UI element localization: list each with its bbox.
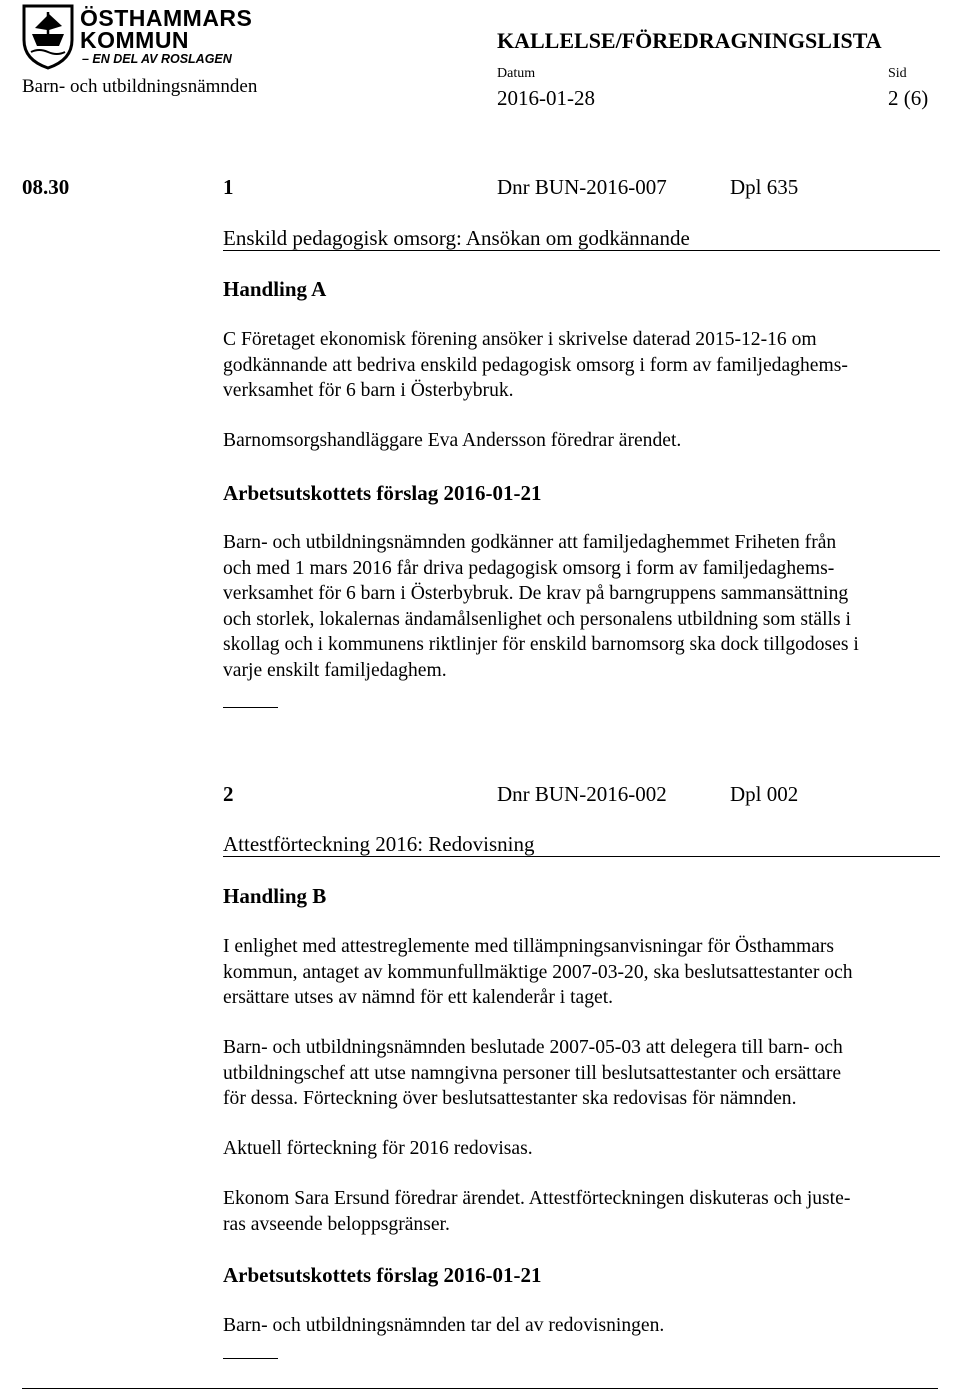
paragraph-line: kommun, antaget av kommunfullmäktige 2007-03-20, ska beslutsattestanter och <box>223 961 853 983</box>
item-number: 2 <box>223 782 234 806</box>
paragraph-line: Barn- och utbildningsnämnden godkänner att familjedaghemmet Friheten från <box>223 532 837 553</box>
paragraph-line: skollag och i kommunens riktlinjer för enskild barnomsorg ska dock tillgodoses i <box>223 634 859 655</box>
item-dpl: Dpl 002 <box>730 782 799 806</box>
proposal-heading: Arbetsutskottets förslag 2016-01-21 <box>223 481 542 505</box>
logo-wordmark-line2: KOMMUN <box>80 27 190 53</box>
paragraph-line: verksamhet för 6 barn i Österbybruk. De krav på barngruppens sammansättning <box>223 583 849 604</box>
paragraph-line: utbildningschef att utse namngivna personer till beslutsattestanter och ersättare <box>223 1062 842 1084</box>
proposal-text <box>223 1313 943 1339</box>
organization-name: Barn- och utbildningsnämnden <box>22 76 258 97</box>
item-paragraph <box>223 1035 943 1112</box>
section-end-divider <box>223 1358 278 1359</box>
item-dnr: Dnr BUN-2016-002 <box>497 782 667 806</box>
paragraph-line: C Företaget ekonomisk förening ansöker i skrivelse daterad 2015-12-16 om <box>223 329 817 350</box>
logo-wordmark: ÖSTHAMMARS <box>80 5 253 31</box>
paragraph-line: för dessa. Förteckning över beslutsattestanter ska redovisas för nämnden. <box>223 1088 797 1109</box>
paragraph-line: varje enskilt familjedaghem. <box>223 659 447 681</box>
date-label: Datum <box>497 66 536 81</box>
paragraph-line: Aktuell förteckning för 2016 redovisas. <box>223 1138 533 1159</box>
document-title: KALLELSE/FÖREDRAGNINGSLISTA <box>497 28 882 53</box>
paragraph-line: ersättare utses av nämnd för ett kalenderår i taget. <box>223 987 614 1008</box>
page-bottom-rule <box>22 1388 938 1389</box>
item-paragraph <box>223 428 943 454</box>
paragraph-line: Barnomsorgshandläggare Eva Andersson föredrar ärendet. <box>223 430 682 451</box>
paragraph-line: verksamhet för 6 barn i Österbybruk. <box>223 380 514 401</box>
proposal-text <box>223 530 943 683</box>
page-number: 2 (6) <box>888 86 929 110</box>
item-paragraph <box>223 1136 943 1162</box>
item-title: Attestförteckning 2016: Redovisning <box>223 832 940 857</box>
section-end-divider <box>223 707 278 708</box>
handling-reference: Handling B <box>223 884 327 908</box>
paragraph-line: I enlighet med attestreglemente med tillämpningsanvisningar för Östhammars <box>223 936 835 957</box>
municipality-logo <box>22 4 253 70</box>
item-title: Enskild pedagogisk omsorg: Ansökan om godkännande <box>223 226 940 251</box>
handling-reference: Handling A <box>223 277 327 301</box>
item-dpl: Dpl 635 <box>730 175 799 199</box>
paragraph-line: Barn- och utbildningsnämnden tar del av redovisningen. <box>223 1315 665 1336</box>
paragraph-line: ras avseende beloppsgränser. <box>223 1213 450 1235</box>
proposal-heading: Arbetsutskottets förslag 2016-01-21 <box>223 1263 542 1287</box>
paragraph-line: och med 1 mars 2016 får driva pedagogisk omsorg i form av familjedaghems- <box>223 557 835 579</box>
item-dnr: Dnr BUN-2016-007 <box>497 175 667 199</box>
page-label: Sid <box>888 66 907 81</box>
logo-tagline: – EN DEL AV ROSLAGEN <box>82 52 232 66</box>
paragraph-line: Barn- och utbildningsnämnden beslutade 2007-05-03 att delegera till barn- och <box>223 1037 843 1058</box>
date-value: 2016-01-28 <box>497 86 595 110</box>
item-paragraph <box>223 934 943 1011</box>
item-sub-number: 1 <box>223 175 234 199</box>
item-number: 08.30 <box>22 175 70 199</box>
item-paragraph <box>223 327 943 404</box>
paragraph-line: godkännande att bedriva enskild pedagogisk omsorg i form av familjedaghems- <box>223 354 848 376</box>
item-paragraph <box>223 1186 943 1237</box>
paragraph-line: Ekonom Sara Ersund föredrar ärendet. Attestförteckningen diskuteras och juste- <box>223 1188 851 1209</box>
paragraph-line: och storlek, lokalernas ändamålsenlighet och personalens utbildning som ställs i <box>223 608 851 630</box>
